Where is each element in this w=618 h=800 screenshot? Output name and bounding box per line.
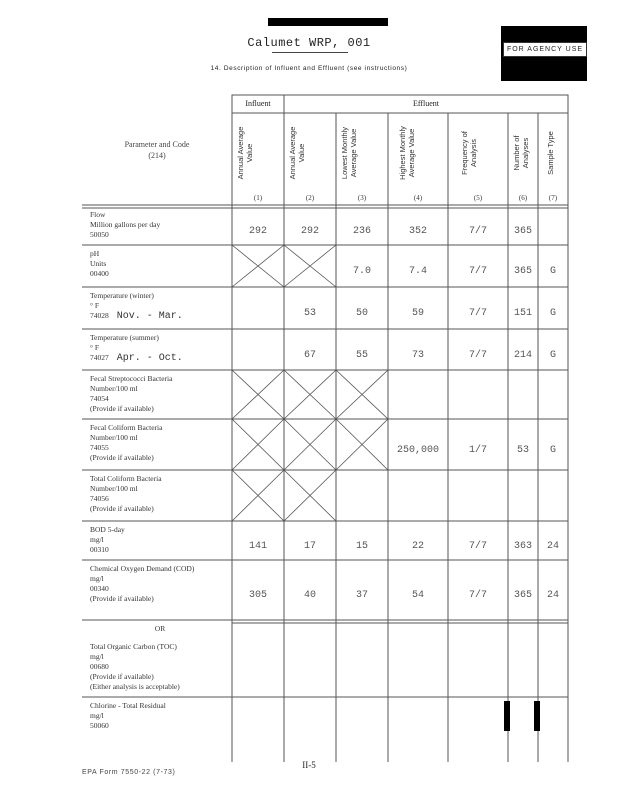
parameter-line: 50060 <box>90 721 109 730</box>
value-cell: 7/7 <box>468 349 487 361</box>
parameter-line: Temperature (summer) <box>90 333 159 342</box>
value-cell: 24 <box>546 590 559 601</box>
parameter-line: Number/100 ml <box>90 433 138 442</box>
season-range: Nov. - Mar. <box>116 311 183 322</box>
value-cell: 7/7 <box>468 225 487 237</box>
column-header-line: Average Value <box>407 128 416 178</box>
parameter-line: Number/100 ml <box>90 384 138 393</box>
value-cell: 55 <box>355 349 368 361</box>
parameter-line: Flow <box>90 210 106 219</box>
column-header-line: Analyses <box>521 137 530 169</box>
parameter-cell <box>90 525 230 555</box>
parameter-line: 00340 <box>90 584 109 593</box>
parameter-line: (Provide if available) <box>90 453 154 462</box>
value-cell: 24 <box>546 540 559 552</box>
col5-number: (5) <box>473 194 483 202</box>
effluent-header: Effluent <box>412 99 440 108</box>
page-number: II-5 <box>302 760 316 770</box>
parameter-line: mg/l <box>90 711 104 720</box>
parameter-line: 50050 <box>90 230 109 239</box>
column-header-line: Value <box>297 143 306 163</box>
column-header-line: Value <box>245 143 254 163</box>
parameter-cell <box>90 564 230 604</box>
value-cell: 250,000 <box>396 444 439 456</box>
value-cell: 214 <box>513 349 532 361</box>
value-cell: G <box>549 444 556 456</box>
value-cell: 365 <box>513 225 532 237</box>
column-header-line: Sample Type <box>546 131 555 175</box>
value-cell: 59 <box>411 308 424 319</box>
col2-header <box>288 120 306 186</box>
parameter-line: (Either analysis is acceptable) <box>90 682 180 691</box>
col4-number: (4) <box>413 194 423 202</box>
parameter-header-label: Parameter and Code <box>124 140 190 149</box>
parameter-line: mg/l <box>90 535 104 544</box>
parameter-cell <box>90 701 230 731</box>
parameter-line: (Provide if available) <box>90 404 154 413</box>
column-header-line: Annual Average <box>236 126 245 180</box>
col4-header <box>398 120 416 186</box>
parameter-line: (Provide if available) <box>90 594 154 603</box>
form-number: EPA Form 7550-22 (7-73) <box>82 769 176 776</box>
parameter-cell <box>90 249 230 279</box>
parameter-line: 00400 <box>90 269 109 278</box>
value-cell: G <box>549 349 556 361</box>
column-header-line: Lowest Monthly <box>340 126 349 180</box>
parameter-line: ° F <box>90 301 100 310</box>
parameter-line: 74027 Apr. - Oct. <box>90 353 183 364</box>
value-cell: 73 <box>411 349 424 361</box>
col5-header <box>460 120 478 186</box>
value-cell: G <box>549 308 556 319</box>
parameter-line: mg/l <box>90 652 104 661</box>
parameter-line: 74028 Nov. - Mar. <box>90 311 183 322</box>
parameter-line: 00680 <box>90 662 109 671</box>
value-cell: 7.0 <box>352 266 371 277</box>
value-cell: 15 <box>355 540 368 552</box>
parameter-line: Fecal Coliform Bacteria <box>90 423 163 432</box>
value-cell: 40 <box>303 590 316 601</box>
parameter-line: ° F <box>90 343 100 352</box>
parameter-cell <box>90 624 230 692</box>
value-cell: 7/7 <box>468 266 487 277</box>
parameter-line: Total Coliform Bacteria <box>90 474 162 483</box>
value-cell: 37 <box>355 590 368 601</box>
col6-number: (6) <box>518 194 528 202</box>
parameter-line: OR <box>154 624 166 633</box>
parameter-line: 74056 <box>90 494 109 503</box>
parameter-line: mg/l <box>90 574 104 583</box>
value-cell: 151 <box>513 308 532 319</box>
value-cell: 22 <box>411 540 424 552</box>
value-cell: 50 <box>355 308 368 319</box>
col2-number: (2) <box>305 194 315 202</box>
value-cell: G <box>549 266 556 277</box>
col7-number: (7) <box>548 194 558 202</box>
col3-number: (3) <box>357 194 367 202</box>
value-cell: 54 <box>411 590 424 601</box>
section-subtitle: 14. Description of Influent and Effluent (see instructions) <box>210 65 408 72</box>
col3-header <box>340 120 358 186</box>
parameter-line: 00310 <box>90 545 109 554</box>
parameter-line: Total Organic Carbon (TOC) <box>90 642 177 651</box>
parameter-header <box>82 140 232 160</box>
value-cell: 236 <box>352 225 371 237</box>
parameter-line: Number/100 ml <box>90 484 138 493</box>
col1-header <box>236 120 254 186</box>
parameter-cell <box>90 291 230 322</box>
value-cell: 67 <box>303 349 316 361</box>
col6-header <box>512 120 530 186</box>
parameter-line: Temperature (winter) <box>90 291 154 300</box>
value-cell: 7/7 <box>468 540 487 552</box>
parameter-cell <box>90 423 230 463</box>
value-cell: 141 <box>248 540 267 552</box>
season-range: Apr. - Oct. <box>116 353 183 364</box>
parameter-line: Fecal Streptococci Bacteria <box>90 374 173 383</box>
value-cell: 7/7 <box>468 590 487 601</box>
value-cell: 305 <box>248 590 267 601</box>
value-cell: 365 <box>513 590 532 601</box>
value-cell: 363 <box>513 540 532 552</box>
value-cell: 292 <box>300 225 319 237</box>
value-cell: 53 <box>516 444 529 456</box>
col7-header <box>546 120 555 186</box>
parameter-line: Chlorine - Total Residual <box>90 701 166 710</box>
parameter-line: (Provide if available) <box>90 504 154 513</box>
parameter-line: pH <box>90 249 100 258</box>
parameter-cell <box>90 210 230 240</box>
column-header-line: Annual Average <box>288 126 297 180</box>
parameter-line: BOD 5-day <box>90 525 125 534</box>
value-cell: 352 <box>408 225 427 237</box>
column-header-line: Average Value <box>349 128 358 178</box>
document-title: Calumet WRP, 001 <box>247 36 371 50</box>
value-cell: 365 <box>513 266 532 277</box>
column-header-line: Analysis <box>469 139 478 167</box>
parameter-line: 74055 <box>90 443 109 452</box>
parameter-header-code: (214) <box>148 151 166 160</box>
influent-header: Influent <box>245 99 271 108</box>
parameter-line: Units <box>90 259 107 268</box>
value-cell: 1/7 <box>468 444 487 456</box>
parameter-line: 74054 <box>90 394 109 403</box>
agency-use-box: FOR AGENCY USE <box>503 42 587 57</box>
parameter-cell <box>90 474 230 514</box>
parameter-cell <box>90 333 230 364</box>
value-cell: 7.4 <box>408 266 427 277</box>
column-header-line: Highest Monthly <box>398 126 407 180</box>
column-header-line: Frequency of <box>460 131 469 175</box>
value-cell: 7/7 <box>468 308 487 319</box>
value-cell: 53 <box>303 308 316 319</box>
column-header-line: Number of <box>512 135 521 171</box>
parameter-line: (Provide if available) <box>90 672 154 681</box>
parameter-line: Million gallons per day <box>90 220 161 229</box>
parameter-cell <box>90 374 230 414</box>
value-cell: 17 <box>303 540 316 552</box>
parameter-line: Chemical Oxygen Demand (COD) <box>90 564 195 573</box>
value-cell: 292 <box>248 225 267 237</box>
col1-number: (1) <box>253 194 263 202</box>
